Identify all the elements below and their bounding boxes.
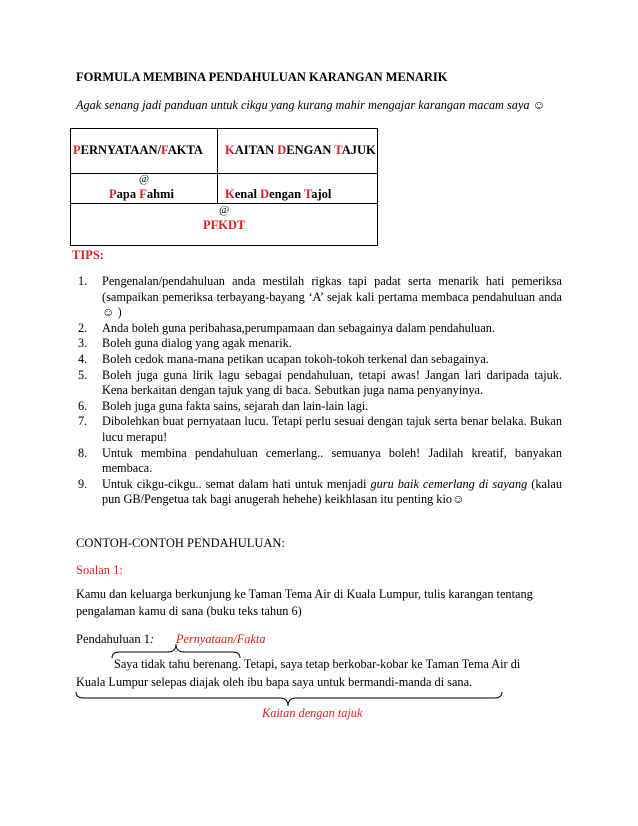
- tip-item-1: [78, 274, 562, 321]
- text-segment: F: [139, 187, 147, 201]
- text-segment: F: [160, 143, 168, 157]
- tip-item-2: [78, 321, 562, 337]
- tip-number: 5.: [78, 367, 88, 382]
- header-pernyataan-fakta: [73, 143, 203, 158]
- text-segment: apa: [116, 187, 140, 201]
- header-kaitan-dengan-tajuk: [225, 143, 376, 158]
- tip-text: Pengenalan/pendahuluan anda mestilah rigkas tapi padat serta menarik hati pemeriksa (sampaikan pemeriksa terbayang-bayang ‘A’ sejak kali pertama membaca pendahuluan anda ☺ ): [102, 274, 562, 320]
- text-segment: engan: [269, 187, 304, 201]
- document-subtitle: Agak senang jadi panduan untuk cikgu yang kurang mahir mengajar karangan macam saya ☺: [76, 98, 546, 112]
- tip-item-8: [78, 446, 562, 477]
- tip-text: Dibolehkan buat pernyataan lucu. Tetapi perlu sesuai dengan tajuk serta benar belaka. Bukan lucu merapu!: [102, 414, 562, 444]
- text-segment: ajol: [311, 187, 332, 201]
- table-divider-vertical: [217, 129, 218, 203]
- formula-table: [70, 128, 378, 246]
- text-segment: K: [225, 187, 235, 201]
- examples-heading: CONTOH-CONTOH PENDAHULUAN:: [76, 536, 285, 550]
- tip-emphasis: guru baik cemerlang di sayang: [370, 476, 528, 491]
- tip-item-6: [78, 399, 562, 415]
- tip-number: 1.: [78, 274, 88, 288]
- text-segment: P: [109, 187, 117, 201]
- tip-number: 2.: [78, 320, 88, 335]
- text-segment: K: [225, 143, 235, 157]
- text-segment: P: [73, 143, 81, 157]
- tip-item-9: [78, 477, 562, 508]
- tip-item-4: [78, 352, 562, 368]
- text-segment: D: [260, 187, 270, 201]
- text-segment: enal: [234, 187, 261, 201]
- introduction-label-colon: :: [149, 632, 155, 646]
- tip-text: Boleh cedok mana-mana petikan ucapan tokoh-tokoh terkenal dan sebagainya.: [102, 351, 489, 366]
- tip-number: 6.: [78, 398, 88, 413]
- mnemonic-papa-fahmi: [109, 187, 174, 202]
- tip-number: 9.: [78, 476, 88, 491]
- tips-heading: TIPS:: [72, 248, 104, 262]
- text-segment: AJUK: [341, 143, 376, 157]
- tip-text: Anda boleh guna peribahasa,perumpamaan dan sebagainya dalam pendahuluan.: [102, 320, 496, 335]
- text-segment: AITAN: [234, 143, 278, 157]
- mnemonic-kenal-dengan-tajol: [225, 187, 331, 202]
- example-sentence-part2: . Tetapi, saya tetap berkobar-kobar ke Taman Tema Air di: [238, 657, 521, 671]
- tip-item-3: [78, 336, 562, 352]
- text-segment: ERNYATAAN/: [80, 143, 161, 157]
- tip-item-7: [78, 414, 562, 445]
- table-divider-row1: [71, 173, 377, 174]
- document-title: FORMULA MEMBINA PENDAHULUAN KARANGAN MENARIK: [76, 70, 448, 84]
- tip-text: Untuk membina pendahuluan cemerlang.. semuanya boleh! Jadilah kreatif, banyakan membaca.: [102, 445, 562, 476]
- annotation-kaitan-dengan-tajuk: Kaitan dengan tajuk: [262, 706, 363, 720]
- tip-number: 8.: [78, 445, 88, 460]
- introduction-label-text: Pendahuluan 1: [76, 632, 150, 646]
- text-segment: AKTA: [167, 143, 203, 157]
- annotation-pernyataan-fakta: Pernyataan/Fakta: [176, 632, 266, 646]
- text-segment: T: [334, 143, 342, 157]
- tips-items: [78, 274, 562, 477]
- acronym-pfkdt: PFKDT: [203, 218, 246, 232]
- tip-text: Boleh guna dialog yang agak menarik.: [102, 336, 292, 351]
- text-segment: ahmi: [146, 187, 174, 201]
- tip-text: Boleh juga guna fakta sains, sejarah dan lain-lain lagi.: [102, 398, 369, 413]
- text-segment: ENGAN: [286, 143, 335, 157]
- tip-text-end: (kalau pun GB/Pengetua tak bagi anugerah hehehe) keikhlasan itu penting kio☺: [102, 476, 562, 507]
- question-label: Soalan 1:: [76, 563, 123, 577]
- example-sentence-line2: Kuala Lumpur selepas diajak oleh ibu bapa saya untuk bermandi-manda di sana.: [76, 675, 473, 689]
- example-sentence-part1: Saya tidak tahu berenang: [114, 657, 238, 671]
- text-segment: T: [303, 187, 312, 201]
- tips-list: [78, 274, 562, 508]
- at-symbol-1: @: [139, 173, 150, 185]
- at-symbol-2: @: [219, 204, 230, 216]
- tip-text: Boleh juga guna lirik lagu sebagai pendahuluan, tetapi awas! Jangan lari daripada tajuk. Kena berkaitan dengan tajuk yang di baca. Sebutkan juga nama penyanyinya.: [102, 367, 562, 398]
- tip-number: 4.: [78, 351, 88, 366]
- tip-number: 7.: [78, 414, 88, 429]
- text-segment: D: [277, 143, 287, 157]
- question-text: Kamu dan keluarga berkunjung ke Taman Tema Air di Kuala Lumpur, tulis karangan tentang pengalaman kamu di sana (buku teks tahun 6): [76, 587, 533, 618]
- tip-number: 3.: [78, 336, 88, 351]
- tip-text: Untuk cikgu-cikgu.. semat dalam hati untuk menjadi: [102, 476, 371, 491]
- tip-item-5: [78, 368, 562, 399]
